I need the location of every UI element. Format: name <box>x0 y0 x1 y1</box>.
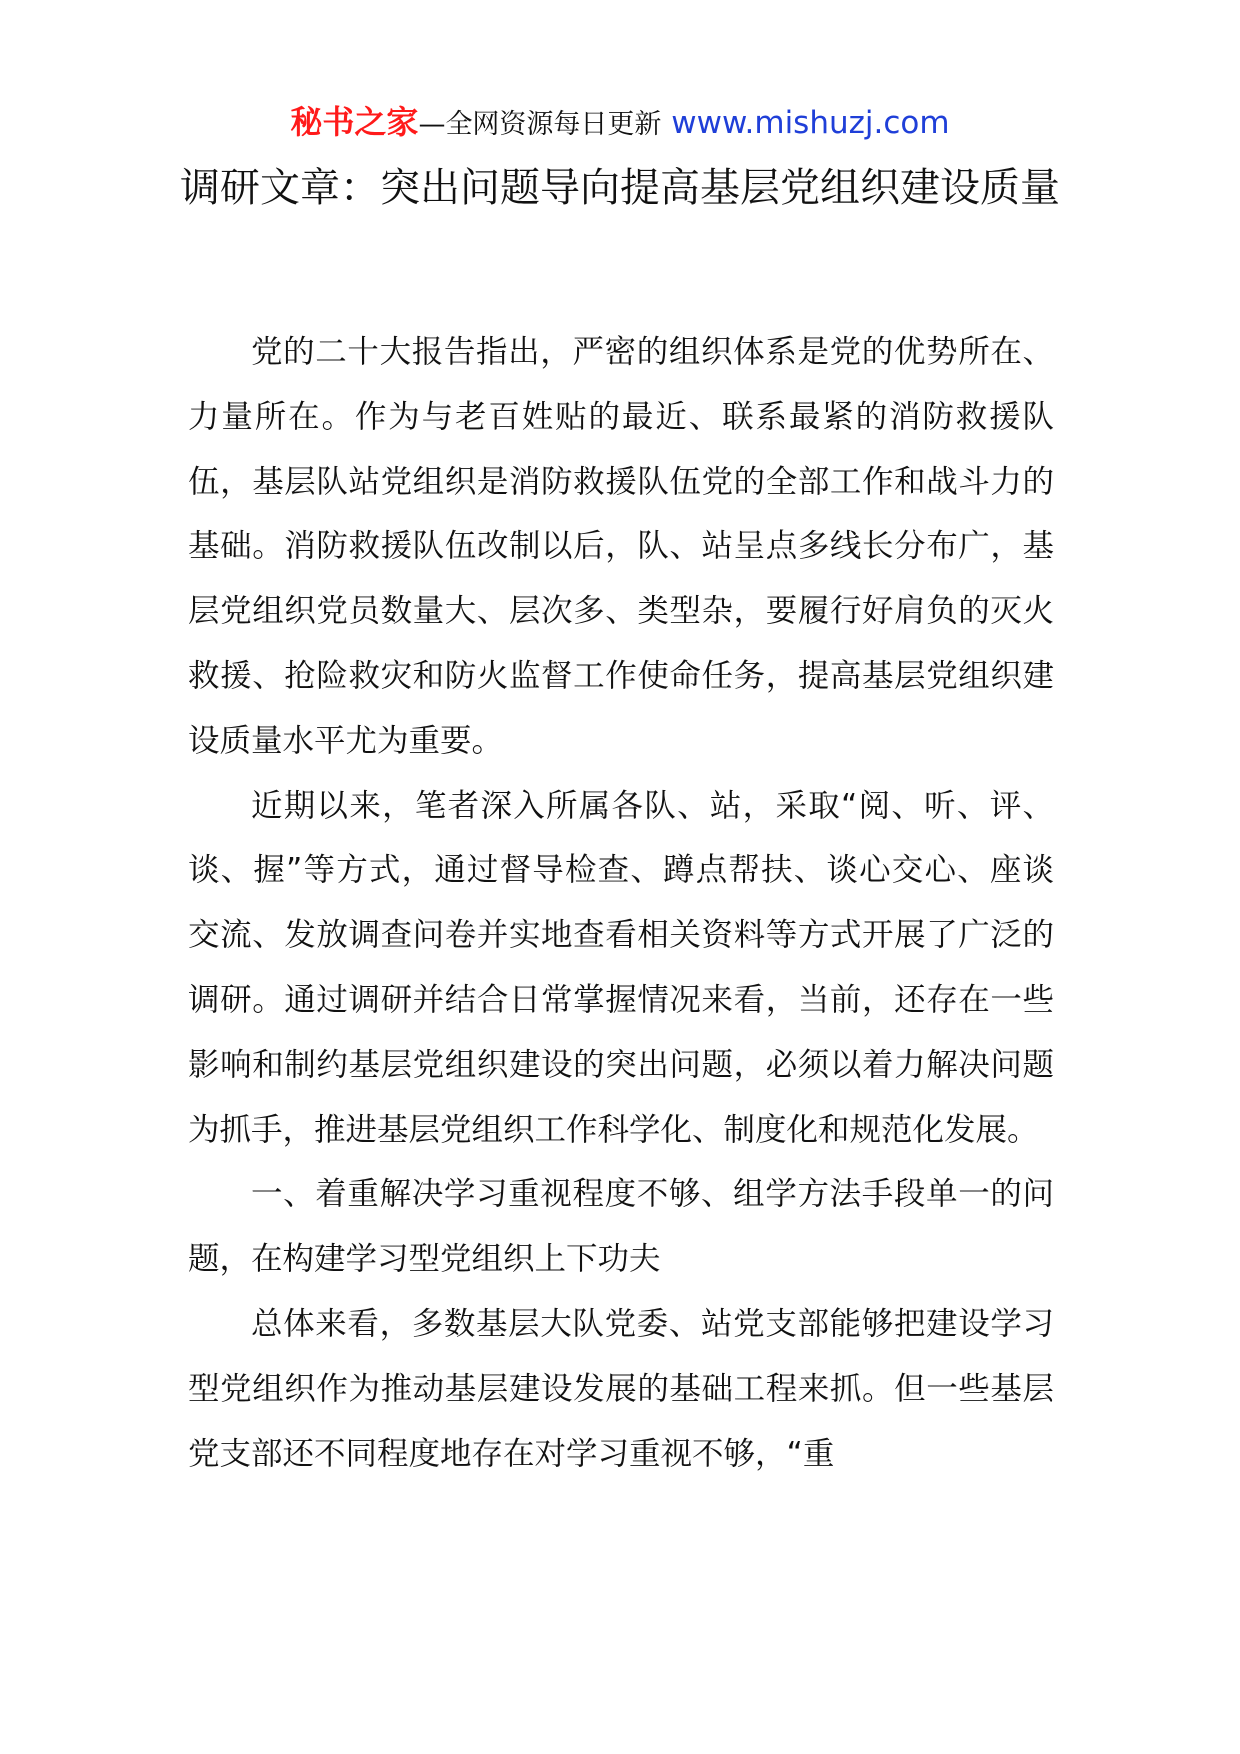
document-body <box>188 320 1054 1486</box>
paragraph-1: 党的二十大报告指出，严密的组织体系是党的优势所在、力量所在。作为与老百姓贴的最近、联系最紧的消防救援队伍，基层队站党组织是消防救援队伍党的全部工作和战斗力的基础。消防救援队伍改制以后，队、站呈点多线长分布广，基层党组织党员数量大、层次多、类型杂，要履行好肩负的灭火救援、抢险救灾和防火监督工作使命任务，提高基层党组织建设质量水平尤为重要。 <box>188 334 1054 759</box>
document-title: 调研文章：突出问题导向提高基层党组织建设质量 <box>180 165 1060 211</box>
paragraph-2: 近期以来，笔者深入所属各队、站，采取“阅、听、评、谈、握”等方式，通过督导检查、蹲点帮扶、谈心交心、座谈交流、发放调查问卷并实地查看相关资料等方式开展了广泛的调研。通过调研并结合日常掌握情况来看，当前，还存在一些影响和制约基层党组织建设的突出问题，必须以着力解决问题为抓手，推进基层党组织工作科学化、制度化和规范化发展。 <box>188 787 1054 1148</box>
section-1-paragraph: 总体来看，多数基层大队党委、站党支部能够把建设学习型党组织作为推动基层建设发展的基础工程来抓。但一些基层党支部还不同程度地存在对学习重视不够，“重 <box>188 1305 1054 1472</box>
site-tagline: —全网资源每日更新 <box>418 109 662 140</box>
section-heading-1: 一、着重解决学习重视程度不够、组学方法手段单一的问题，在构建学习型党组织上下功夫 <box>188 1176 1054 1278</box>
brand-name[interactable]: 秘书之家 <box>290 103 419 141</box>
site-url-link[interactable]: www.mishuzj.com <box>671 105 950 141</box>
site-header <box>0 102 1240 145</box>
